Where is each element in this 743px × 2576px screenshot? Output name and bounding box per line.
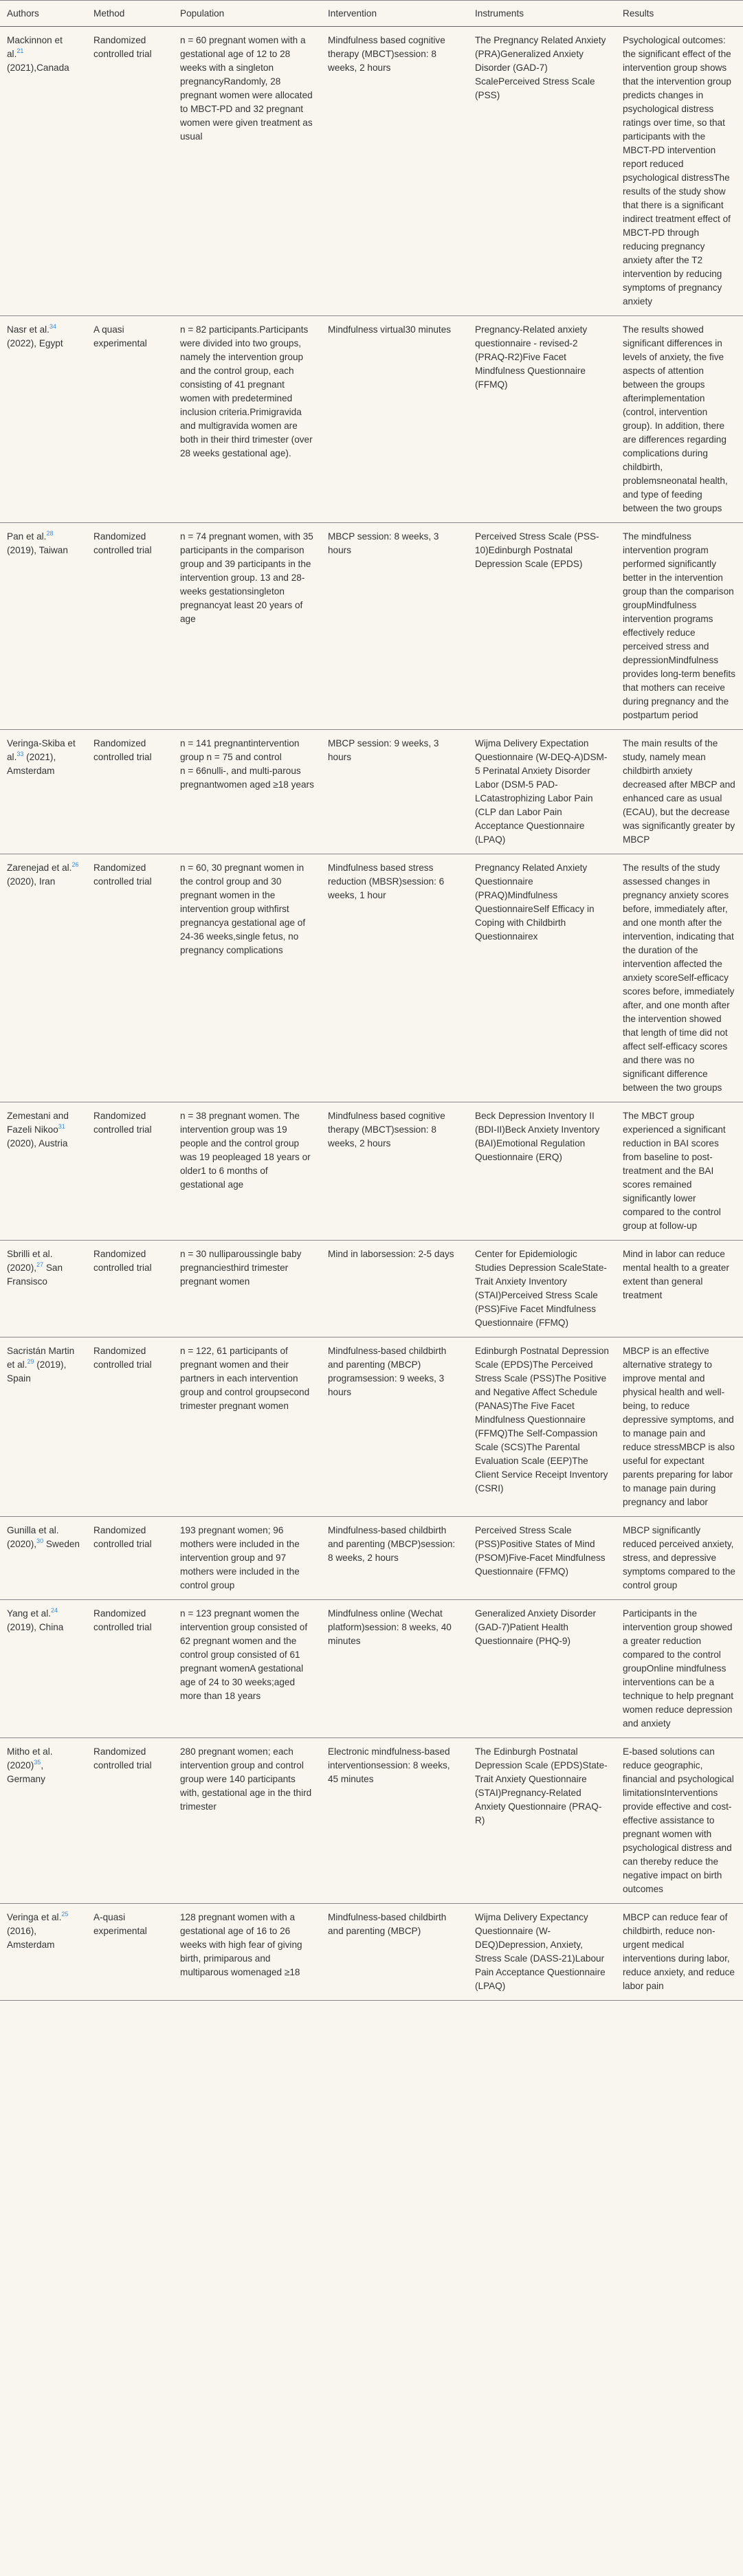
results-cell: The results showed significant differences in levels of anxiety, the five aspects of attention between the groups afterimplementation (control, intervention group). In addition, there are differences regarding complications during childbirth, problemsneonatal health, and type of feeding between the two groups	[616, 316, 743, 523]
method-cell: Randomized controlled trial	[87, 1517, 173, 1600]
method-cell: A-quasi experimental	[87, 1904, 173, 2001]
instruments-cell: Pregnancy Related Anxiety Questionnaire (PRAQ)Mindfulness QuestionnaireSelf Efficacy in Coping with Childbirth Questionnairex	[468, 854, 616, 1102]
author-name: Nasr et al.	[7, 324, 49, 335]
population-cell: n = 82 participants.Participants were divided into two groups, namely the intervention group and the control group, each consisting of 41 pregnant women with predetermined inclusion criteria.Primigravida and multigravida women are both in their third trimester (over 28 weeks gestational age).	[173, 316, 321, 523]
reference-link[interactable]: 33	[16, 751, 24, 757]
results-cell: E-based solutions can reduce geographic, financial and psychological limitationsInterventions provide effective and cost-effective assistance to pregnant women with psychological distress and can thereby reduce the negative impact on birth outcomes	[616, 1738, 743, 1904]
method-cell: Randomized controlled trial	[87, 1241, 173, 1337]
reference-link[interactable]: 31	[58, 1123, 65, 1130]
table-row	[0, 1600, 743, 1738]
instruments-cell: Edinburgh Postnatal Depression Scale (EPDS)The Perceived Stress Scale (PSS)The Positive and Negative Affect Schedule (PANAS)The Five Facet Mindfulness Questionnaire (FFMQ)The Self-Compassion Scale (SCS)The Parental Evaluation Scale (EEP)The Client Service Receipt Inventory (CSRI)	[468, 1337, 616, 1517]
author-name: Yang et al.	[7, 1608, 51, 1619]
method-cell: Randomized controlled trial	[87, 523, 173, 730]
intervention-cell: Mindfulness based cognitive therapy (MBCT)session: 8 weeks, 2 hours	[321, 27, 468, 316]
method-cell: Randomized controlled trial	[87, 1600, 173, 1738]
table-row	[0, 316, 743, 523]
author-year-location: (2020), Iran	[7, 876, 56, 887]
author-year-location: (2019), Spain	[7, 1359, 67, 1384]
author-name: Pan et al.	[7, 531, 47, 542]
instruments-cell: Generalized Anxiety Disorder (GAD-7)Patient Health Questionnaire (PHQ-9)	[468, 1600, 616, 1738]
results-cell: MBCP can reduce fear of childbirth, reduce non-urgent medical interventions during labor, reduce anxiety, and reduce labor pain	[616, 1904, 743, 2001]
header-method: Method	[87, 1, 173, 27]
author-name: Zemestani and Fazeli Nikoo	[7, 1111, 69, 1135]
population-cell: n = 122, 61 participants of pregnant women and their partners in each intervention group and control groupsecond trimester pregnant women	[173, 1337, 321, 1517]
reference-link[interactable]: 35	[34, 1759, 41, 1766]
method-cell: Randomized controlled trial	[87, 1337, 173, 1517]
author-name: Zarenejad et al.	[7, 863, 72, 873]
population-cell: n = 141 pregnantintervention group n = 75 and control n = 66nulli-, and multi-parous pregnantwomen aged ≥18 years	[173, 730, 321, 854]
intervention-cell: Mindfulness-based childbirth and parenting (MBCP)session: 8 weeks, 2 hours	[321, 1517, 468, 1600]
population-cell: n = 38 pregnant women. The intervention group was 19 people and the control group was 19 peopleaged 18 years or older1 to 6 months of gestational age	[173, 1102, 321, 1241]
intervention-cell: Mindfulness based cognitive therapy (MBCT)session: 8 weeks, 2 hours	[321, 1102, 468, 1241]
results-cell: The results of the study assessed changes in pregnancy anxiety scores before, immediately after, and one month after the intervention, indicating that the duration of the intervention affected the anxiety scoreSelf-efficacy scores before, immediately after, and one month after the intervention showed that length of time did not affect self-efficacy scores and there was no significant difference between the two groups	[616, 854, 743, 1102]
author-name: Veringa et al.	[7, 1912, 62, 1922]
author-cell	[0, 1241, 87, 1337]
table-row	[0, 1241, 743, 1337]
author-year-location: (2020), Austria	[7, 1138, 68, 1148]
author-year-location: San Fransisco	[7, 1263, 63, 1287]
reference-link[interactable]: 25	[61, 1911, 69, 1918]
reference-link[interactable]: 26	[71, 861, 79, 868]
reference-link[interactable]: 29	[27, 1358, 34, 1365]
intervention-cell: Mindfulness virtual30 minutes	[321, 316, 468, 523]
table-row	[0, 523, 743, 730]
method-cell: A quasi experimental	[87, 316, 173, 523]
author-cell	[0, 523, 87, 730]
author-year-location: (2016), Amsterdam	[7, 1926, 55, 1950]
instruments-cell: Perceived Stress Scale (PSS-10)Edinburgh Postnatal Depression Scale (EPDS)	[468, 523, 616, 730]
intervention-cell: Mindfulness-based childbirth and parenting (MBCP)	[321, 1904, 468, 2001]
results-cell: The mindfulness intervention program performed significantly better in the intervention group than the comparison groupMindfulness intervention programs effectively reduce perceived stress and depressionMindfulness provides long-term benefits that mothers can receive during pregnancy and the postpartum period	[616, 523, 743, 730]
results-cell: Mind in labor can reduce mental health to a greater extent than general treatment	[616, 1241, 743, 1337]
method-cell: Randomized controlled trial	[87, 730, 173, 854]
population-cell: n = 74 pregnant women, with 35 participants in the comparison group and 39 participants in the intervention group. 13 and 28-weeks gestationsingleton pregnancyat least 20 years of age	[173, 523, 321, 730]
author-cell	[0, 1102, 87, 1241]
method-cell: Randomized controlled trial	[87, 1102, 173, 1241]
reference-link[interactable]: 27	[36, 1261, 44, 1268]
reference-link[interactable]: 34	[49, 323, 56, 330]
instruments-cell: Beck Depression Inventory II (BDI-II)Beck Anxiety Inventory (BAI)Emotional Regulation Questionnaire (ERQ)	[468, 1102, 616, 1241]
author-year-location: (2021),Canada	[7, 63, 69, 73]
author-year-location: (2019), China	[7, 1622, 64, 1632]
header-row	[0, 1, 743, 27]
population-cell: n = 123 pregnant women the intervention group consisted of 62 pregnant women and the control group consisted of 61 pregnant womenA gestational age of 24 to 30 weeks;aged more than 18 years	[173, 1600, 321, 1738]
table-row	[0, 1904, 743, 2001]
author-cell	[0, 1517, 87, 1600]
population-cell: 193 pregnant women; 96 mothers were included in the intervention group and 97 mothers were included in the control group	[173, 1517, 321, 1600]
author-cell	[0, 316, 87, 523]
population-cell: n = 60 pregnant women with a gestational age of 12 to 28 weeks with a singleton pregnancyRandomly, 28 pregnant women were allocated to MBCT-PD and 32 pregnant women were given treatment as usual	[173, 27, 321, 316]
author-year-location: (2019), Taiwan	[7, 545, 68, 555]
table-row	[0, 27, 743, 316]
header-instruments: Instruments	[468, 1, 616, 27]
author-cell	[0, 1600, 87, 1738]
header-results: Results	[616, 1, 743, 27]
results-cell: The MBCT group experienced a significant reduction in BAI scores from baseline to post-treatment and the BAI scores remained significantly lower compared to the control group at follow-up	[616, 1102, 743, 1241]
results-cell: MBCP is an effective alternative strategy to improve mental and physical health and well-being, to reduce depressive symptoms, and to manage pain and reduce stressMBCP is also useful for expectant parents preparing for labor to manage pain during pregnancy and labor	[616, 1337, 743, 1517]
reference-link[interactable]: 24	[51, 1607, 58, 1614]
author-name: Sbrilli et al. (2020),	[7, 1249, 53, 1273]
reference-link[interactable]: 30	[36, 1537, 44, 1544]
author-year-location: Sweden	[43, 1539, 80, 1549]
table-row	[0, 1738, 743, 1904]
instruments-cell: Pregnancy-Related anxiety questionnaire - revised-2 (PRAQ-R2)Five Facet Mindfulness Questionnaire (FFMQ)	[468, 316, 616, 523]
population-cell: 128 pregnant women with a gestational age of 16 to 26 weeks with high fear of giving birth, primiparous and multiparous womenaged ≥18	[173, 1904, 321, 2001]
intervention-cell: MBCP session: 9 weeks, 3 hours	[321, 730, 468, 854]
population-cell: 280 pregnant women; each intervention group and control group were 140 participants with, gestational age in the third trimester	[173, 1738, 321, 1904]
author-cell	[0, 27, 87, 316]
population-cell: n = 60, 30 pregnant women in the control group and 30 pregnant women in the intervention group withfirst pregnancya gestational age of 24-36 weeks,single fetus, no pregnancy complications	[173, 854, 321, 1102]
results-cell: Psychological outcomes: the significant effect of the intervention group shows that the intervention group predicts changes in psychological distress ratings over time, so that participants with the MBCT-PD intervention report reduced psychological distressThe results of the study show that there is a significant indirect treatment effect of MBCT-PD through reducing pregnancy anxiety after the T2 intervention by reducing symptoms of pregnancy anxiety	[616, 27, 743, 316]
author-cell	[0, 1904, 87, 2001]
author-cell	[0, 1337, 87, 1517]
author-name: Gunilla et al. (2020),	[7, 1525, 59, 1549]
header-population: Population	[173, 1, 321, 27]
author-name: Mackinnon et al.	[7, 35, 63, 59]
results-cell: Participants in the intervention group showed a greater reduction compared to the control groupOnline mindfulness interventions can be a technique to help pregnant women reduce depression and anxiety	[616, 1600, 743, 1738]
table-row	[0, 1337, 743, 1517]
author-cell	[0, 854, 87, 1102]
intervention-cell: Electronic mindfulness-based interventionsession: 8 weeks, 45 minutes	[321, 1738, 468, 1904]
intervention-cell: Mindfulness-based childbirth and parenting (MBCP) programsession: 9 weeks, 3 hours	[321, 1337, 468, 1517]
method-cell: Randomized controlled trial	[87, 854, 173, 1102]
instruments-cell: The Pregnancy Related Anxiety (PRA)Generalized Anxiety Disorder (GAD-7) ScalePerceived Stress Scale (PSS)	[468, 27, 616, 316]
intervention-cell: MBCP session: 8 weeks, 3 hours	[321, 523, 468, 730]
header-intervention: Intervention	[321, 1, 468, 27]
author-year-location: (2021), Amsterdam	[7, 752, 56, 776]
author-name: Sacristán Martin et al.	[7, 1346, 75, 1370]
instruments-cell: Perceived Stress Scale (PSS)Positive States of Mind (PSOM)Five-Facet Mindfulness Questionnaire (FFMQ)	[468, 1517, 616, 1600]
author-cell	[0, 1738, 87, 1904]
method-cell: Randomized controlled trial	[87, 1738, 173, 1904]
intervention-cell: Mind in laborsession: 2-5 days	[321, 1241, 468, 1337]
reference-link[interactable]: 21	[16, 47, 24, 54]
table-row	[0, 854, 743, 1102]
instruments-cell: The Edinburgh Postnatal Depression Scale (EPDS)State-Trait Anxiety Questionnaire (STAI)Pregnancy-Related Anxiety Questionnaire (PRAQ-R)	[468, 1738, 616, 1904]
author-year-location: , Germany	[7, 1760, 45, 1784]
table-row	[0, 1102, 743, 1241]
intervention-cell: Mindfulness based stress reduction (MBSR)session: 6 weeks, 1 hour	[321, 854, 468, 1102]
results-cell: The main results of the study, namely mean childbirth anxiety decreased after MBCP and enhanced care as usual (ECAU), but the decrease was significantly greater by MBCP	[616, 730, 743, 854]
results-cell: MBCP significantly reduced perceived anxiety, stress, and depressive symptoms compared to the control group	[616, 1517, 743, 1600]
author-year-location: (2022), Egypt	[7, 338, 63, 348]
instruments-cell: Center for Epidemiologic Studies Depression ScaleState-Trait Anxiety Inventory (STAI)Perceived Stress Scale (PSS)Five Facet Mindfulness Questionnaire (FFMQ)	[468, 1241, 616, 1337]
author-cell	[0, 730, 87, 854]
method-cell: Randomized controlled trial	[87, 27, 173, 316]
author-name: Mitho et al. (2020)	[7, 1746, 53, 1770]
intervention-cell: Mindfulness online (Wechat platform)session: 8 weeks, 40 minutes	[321, 1600, 468, 1738]
instruments-cell: Wijma Delivery Expectation Questionnaire (W-DEQ-A)DSM-5 Perinatal Anxiety Disorder Labor (DSM-5 PAD-LCatastrophizing Labor Pain (CLP dan Labor Pain Acceptance Questionnaire (LPAQ)	[468, 730, 616, 854]
author-name: Veringa-Skiba et al.	[7, 738, 76, 762]
instruments-cell: Wijma Delivery Expectancy Questionnaire (W-DEQ)Depression, Anxiety, Stress Scale (DASS-21)Labour Pain Acceptance Questionnaire (LPAQ)	[468, 1904, 616, 2001]
table-row	[0, 1517, 743, 1600]
header-authors: Authors	[0, 1, 87, 27]
reference-link[interactable]: 28	[46, 530, 54, 537]
population-cell: n = 30 nulliparoussingle baby pregnanciesthird trimester pregnant women	[173, 1241, 321, 1337]
table-row	[0, 730, 743, 854]
